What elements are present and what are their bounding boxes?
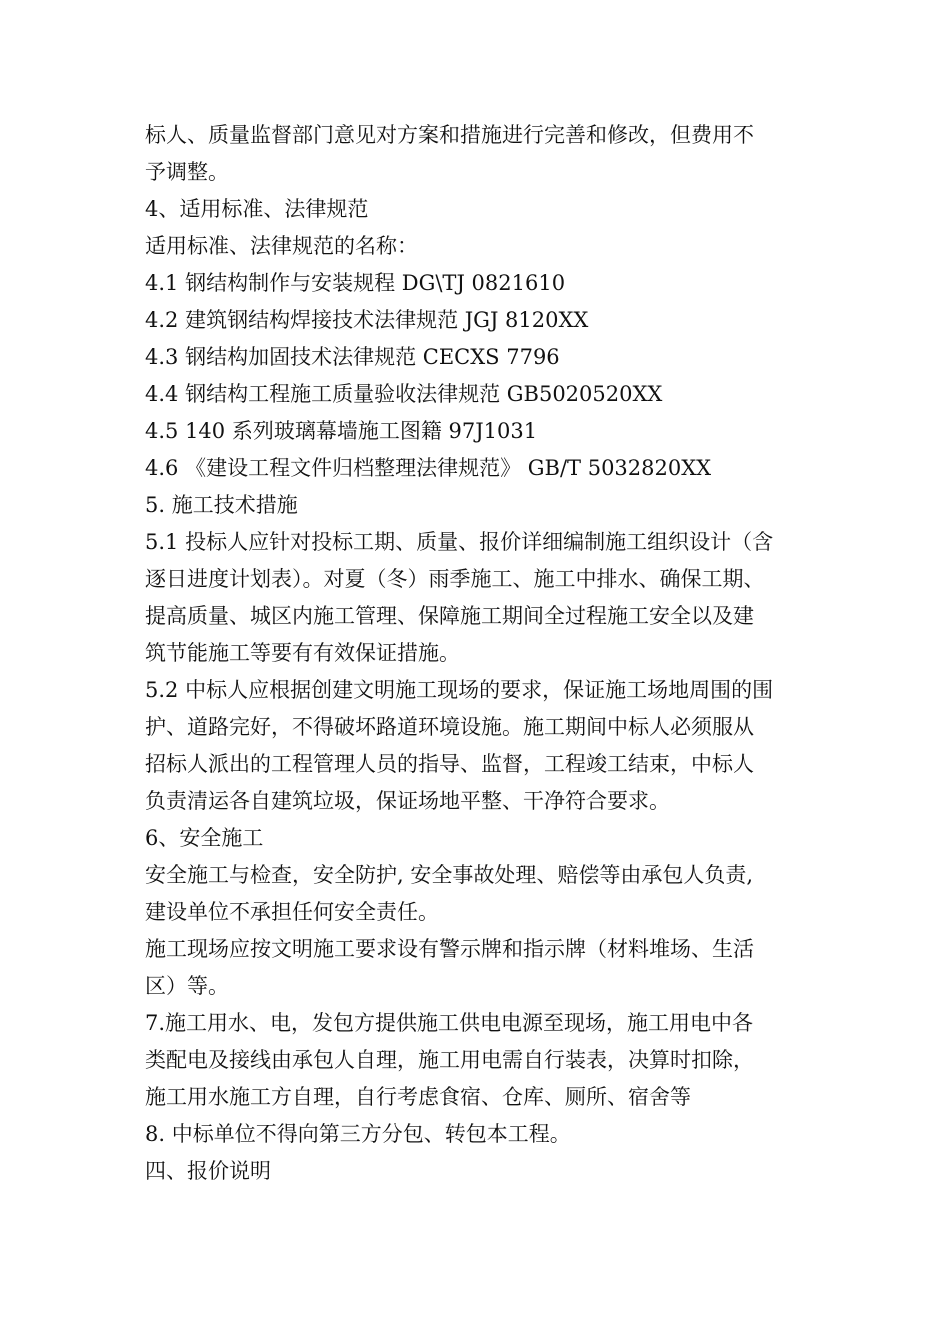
list-item: 4.3 钢结构加固技术法律规范 CECXS 7796 — [145, 345, 560, 369]
text-line: 施工现场应按文明施工要求设有警示牌和指示牌（材料堆场、生活 — [145, 937, 754, 961]
text-line: 安全施工与检查，安全防护, 安全事故处理、赔偿等由承包人负责, — [145, 863, 754, 887]
text-line: 建设单位不承担任何安全责任。 — [145, 900, 439, 924]
text-line: 5.1 投标人应针对投标工期、质量、报价详细编制施工组织设计（含 — [145, 530, 774, 554]
list-item: 4.6 《建设工程文件归档整理法律规范》 GB/T 5032820XX — [145, 456, 712, 480]
text-line: 标人、质量监督部门意见对方案和措施进行完善和修改，但费用不 — [145, 123, 754, 147]
text-line: 8. 中标单位不得向第三方分包、转包本工程。 — [145, 1122, 571, 1146]
list-item: 4.5 140 系列玻璃幕墙施工图籍 97J1031 — [145, 419, 538, 443]
text-line: 7.施工用水、电，发包方提供施工供电电源至现场，施工用电中各 — [145, 1011, 754, 1035]
section-heading: 6、安全施工 — [145, 826, 264, 850]
text-line: 逐日进度计划表）。对夏（冬）雨季施工、施工中排水、确保工期、 — [145, 567, 765, 591]
document-body — [145, 117, 815, 1190]
text-line: 区）等。 — [145, 974, 229, 998]
list-item: 4.2 建筑钢结构焊接技术法律规范 JGJ 8120XX — [145, 308, 589, 332]
section-heading: 5. 施工技术措施 — [145, 493, 298, 517]
text-line: 负责清运各自建筑垃圾，保证场地平整、干净符合要求。 — [145, 789, 670, 813]
text-line: 5.2 中标人应根据创建文明施工现场的要求，保证施工场地周围的围 — [145, 678, 774, 702]
text-line: 招标人派出的工程管理人员的指导、监督，工程竣工结束，中标人 — [145, 752, 754, 776]
text-line: 适用标准、法律规范的名称： — [145, 234, 418, 258]
list-item: 4.1 钢结构制作与安装规程 DG\TJ 0821610 — [145, 271, 566, 295]
text-line: 护、道路完好，不得破坏路道环境设施。施工期间中标人必须服从 — [145, 715, 754, 739]
section-heading: 4、适用标准、法律规范 — [145, 197, 369, 221]
text-line: 筑节能施工等要有有效保证措施。 — [145, 641, 460, 665]
section-heading: 四、报价说明 — [145, 1159, 271, 1183]
text-line: 予调整。 — [145, 160, 229, 184]
list-item: 4.4 钢结构工程施工质量验收法律规范 GB5020520XX — [145, 382, 663, 406]
text-line: 类配电及接线由承包人自理，施工用电需自行装表，决算时扣除， — [145, 1048, 754, 1072]
text-line: 施工用水施工方自理，自行考虑食宿、仓库、厕所、宿舍等 — [145, 1085, 691, 1109]
text-line: 提高质量、城区内施工管理、保障施工期间全过程施工安全以及建 — [145, 604, 754, 628]
